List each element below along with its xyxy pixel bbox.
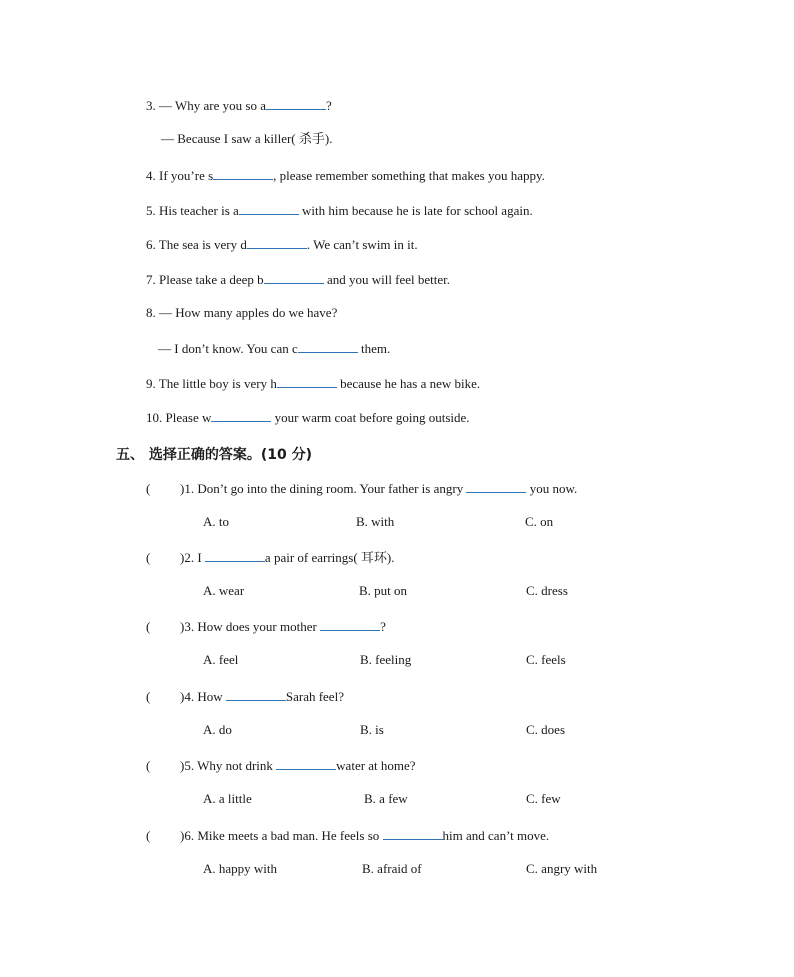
question-stem: )6. Mike meets a bad man. He feels so <box>180 828 383 843</box>
option-a[interactable]: A. wear <box>203 583 245 598</box>
question-stem-end: you now. <box>526 481 578 496</box>
answer-blank[interactable] <box>264 271 324 284</box>
option-b[interactable]: B. with <box>356 514 395 529</box>
choice-question <box>146 480 577 497</box>
answer-blank[interactable] <box>383 827 443 840</box>
option-c[interactable]: C. dress <box>526 583 568 598</box>
choice-question <box>146 688 344 705</box>
question-stem: )4. How <box>180 689 226 704</box>
answer-blank[interactable] <box>266 97 326 110</box>
question-stem-end: a pair of earrings( 耳环). <box>264 550 395 565</box>
question-stem-end: Sarah feel? <box>285 689 344 704</box>
question-3: 3. — Why are you so a ? <box>146 98 332 113</box>
answer-blank[interactable] <box>205 549 265 562</box>
choice-question <box>146 549 395 566</box>
question-stem: )5. Why not drink <box>180 758 277 773</box>
option-a[interactable]: A. do <box>203 722 232 737</box>
choice-question <box>146 757 416 774</box>
option-b[interactable]: B. afraid of <box>362 861 422 876</box>
section-title: 五、 选择正确的答案。(10 分) <box>116 447 313 463</box>
answer-bracket[interactable]: ( <box>146 481 151 496</box>
question-7: 7. Please take a deep b and you will feel better. <box>146 272 451 287</box>
answer-blank[interactable] <box>466 480 526 493</box>
question-3-response: — Because I saw a killer( 杀手). <box>161 131 333 146</box>
option-c[interactable]: C. angry with <box>526 861 598 876</box>
answer-bracket[interactable]: ( <box>146 550 151 565</box>
answer-blank[interactable] <box>226 688 286 701</box>
option-c[interactable]: C. few <box>526 791 561 806</box>
answer-blank[interactable] <box>320 618 380 631</box>
question-stem-end: water at home? <box>336 758 416 773</box>
question-stem-end: ? <box>380 619 386 634</box>
question-4: 4. If you’re s , please remember something that makes you happy. <box>146 168 545 183</box>
option-a[interactable]: A. feel <box>203 652 239 667</box>
answer-blank[interactable] <box>247 236 307 249</box>
question-8: 8. — How many apples do we have? <box>146 305 338 320</box>
question-stem: )1. Don’t go into the dining room. Your father is angry <box>180 481 467 496</box>
answer-blank[interactable] <box>211 409 271 422</box>
answer-bracket[interactable]: ( <box>146 689 151 704</box>
option-c[interactable]: C. does <box>526 722 565 737</box>
option-a[interactable]: A. happy with <box>203 861 278 876</box>
answer-blank[interactable] <box>277 375 337 388</box>
option-b[interactable]: B. a few <box>364 791 408 806</box>
answer-blank[interactable] <box>213 167 273 180</box>
question-stem: )2. I <box>180 550 205 565</box>
question-6: 6. The sea is very d . We can’t swim in it. <box>146 237 418 252</box>
question-10: 10. Please w your warm coat before going outside. <box>146 410 470 425</box>
choice-question <box>146 618 386 635</box>
question-stem-end: him and can’t move. <box>442 828 550 843</box>
answer-blank[interactable] <box>276 757 336 770</box>
answer-bracket[interactable]: ( <box>146 828 151 843</box>
question-stem: )3. How does your mother <box>180 619 321 634</box>
option-b[interactable]: B. feeling <box>360 652 412 667</box>
question-5: 5. His teacher is a with him because he is late for school again. <box>146 203 533 218</box>
option-a[interactable]: A. to <box>203 514 229 529</box>
option-c[interactable]: C. on <box>525 514 554 529</box>
option-a[interactable]: A. a little <box>203 791 252 806</box>
option-b[interactable]: B. is <box>360 722 384 737</box>
answer-blank[interactable] <box>298 340 358 353</box>
question-8-response: — I don’t know. You can c them. <box>158 341 391 356</box>
option-b[interactable]: B. put on <box>359 583 408 598</box>
question-9: 9. The little boy is very h because he has a new bike. <box>146 376 481 391</box>
answer-bracket[interactable]: ( <box>146 619 151 634</box>
choice-question <box>146 827 549 844</box>
answer-bracket[interactable]: ( <box>146 758 151 773</box>
answer-blank[interactable] <box>239 202 299 215</box>
option-c[interactable]: C. feels <box>526 652 566 667</box>
